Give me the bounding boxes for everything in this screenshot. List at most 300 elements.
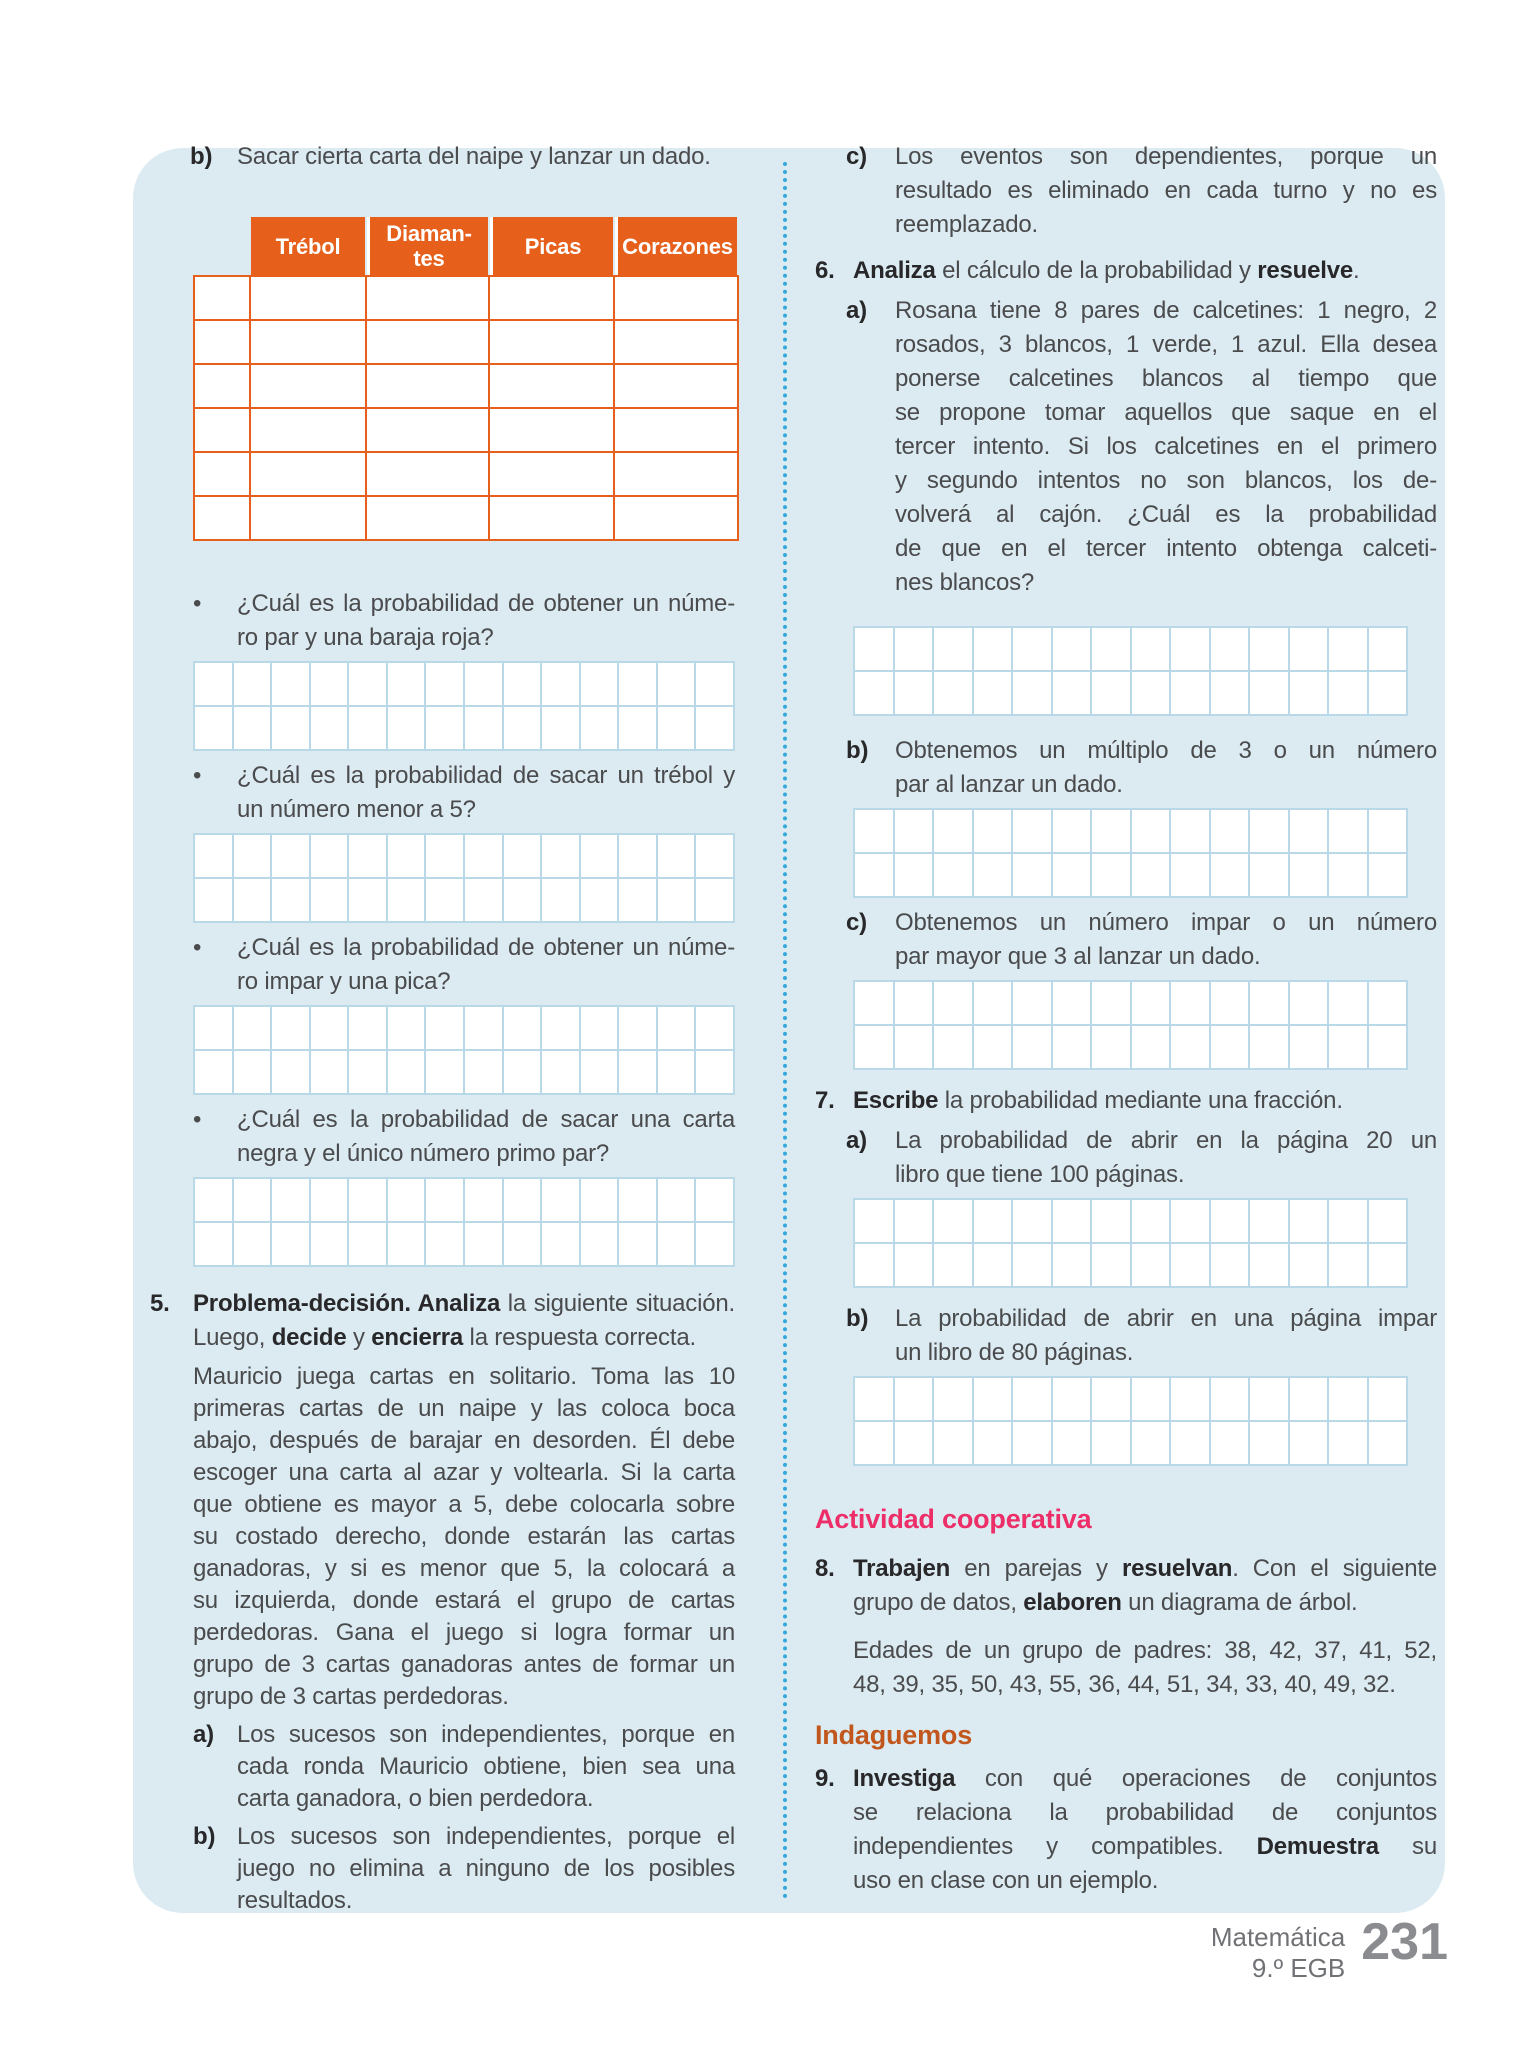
grid-cell [934,628,972,670]
grid-cell [1290,1244,1328,1286]
grid-cell [696,835,733,877]
grid-cell [855,1378,893,1420]
header-picas: Picas [490,217,613,275]
exercise-9: 9. Investiga con qué operaciones de conjuntos se relaciona la probabilidad de conjuntos independientes y compatibles. Demuestra su uso en clase con un ejemplo. [815,1762,1437,1898]
grid-cell [974,854,1012,896]
grid-cell [895,1026,933,1068]
grid-cell [1053,1026,1091,1068]
grid-cell [1250,854,1288,896]
grid-cell [1092,1244,1130,1286]
answer-grid-6a [853,626,1408,716]
grid-cell [1171,1378,1209,1420]
exercise-6c: c) Obtenemos un número impar o un número par mayor que 3 al lanzar un dado. [846,909,1437,970]
grid-cell [367,365,488,407]
grid-cell [1092,672,1130,714]
grid-cell [311,707,348,749]
grid-cell [895,1244,933,1286]
grid-cell [1250,810,1288,852]
grid-cell [388,835,425,877]
grid-cell [1211,1378,1249,1420]
grid-cell [490,365,613,407]
grid-cell [1290,854,1328,896]
grid-cell [619,879,656,921]
exercise-7-number: 7. [815,1087,835,1114]
grid-cell [1211,854,1249,896]
grid-cell [1290,672,1328,714]
grid-cell [1369,1026,1407,1068]
grid-cell [490,497,613,539]
grid-cell [1013,982,1051,1024]
grid-cell [1132,1200,1170,1242]
grid-cell [658,1223,695,1265]
grid-cell [388,1179,425,1221]
grid-cell [504,1179,541,1221]
grid-cell [465,1179,502,1221]
grid-cell [1211,1026,1249,1068]
grid-cell [1211,672,1249,714]
grid-cell [465,879,502,921]
grid-cell [1290,810,1328,852]
grid-cell [1369,1422,1407,1464]
grid-cell [1013,672,1051,714]
exercise-5-paragraph: Mauricio juega cartas en solitario. Toma las 10 primeras cartas de un naipe y las coloca boca abajo, después de barajar en desorden. Él debe escoger una carta al azar y voltearla. Si la carta que obtiene es mayor a 5, debe colocarla sobre su costado derecho, donde estarán las cartas ganadoras, y si es menor que 5, la colocará a su izquierda, donde estará el grupo de cartas perdedoras. Gana el juego si logra formar un grupo de 3 cartas ganadoras antes de formar un grupo de 3 cartas perdedoras. [193,1363,735,1710]
grid-cell [542,1179,579,1221]
item-b [190,140,735,174]
grid-cell [388,879,425,921]
grid-cell [1211,1200,1249,1242]
grid-cell [504,1051,541,1093]
grid-cell [974,628,1012,670]
grid-cell [581,707,618,749]
grid-cell [1369,854,1407,896]
grid-cell [1132,854,1170,896]
grid-cell [619,663,656,705]
grid-cell [542,1007,579,1049]
header-diamantes: Diaman-tes [367,217,488,275]
grid-cell [1013,1026,1051,1068]
grid-cell [1329,982,1367,1024]
grid-cell [234,707,271,749]
grid-cell [542,663,579,705]
grid-cell [195,707,232,749]
grid-cell [1092,1422,1130,1464]
grid-cell [934,1200,972,1242]
grid-cell [1132,628,1170,670]
grid-cell [542,1223,579,1265]
grid-cell [619,1051,656,1093]
grid-cell [388,663,425,705]
grid-cell [311,1223,348,1265]
grid-cell [1211,982,1249,1024]
grid-cell [311,1179,348,1221]
grid-cell [349,1007,386,1049]
grid-cell [234,1179,271,1221]
grid-cell [855,1200,893,1242]
grid-cell [1329,628,1367,670]
grid-cell [1132,1378,1170,1420]
grid-cell [1329,1378,1367,1420]
grid-cell [1171,1200,1209,1242]
grid-cell [490,453,613,495]
grid-cell [1053,810,1091,852]
grid-cell [1053,1200,1091,1242]
grid-cell [895,1422,933,1464]
grid-cell [1132,672,1170,714]
grid-cell [195,1051,232,1093]
grid-cell [855,1026,893,1068]
grid-cell [251,497,365,539]
grid-cell [426,1179,463,1221]
grid-cell [195,365,249,407]
grid-cell [1013,1200,1051,1242]
grid-cell [615,321,737,363]
grid-cell [251,409,365,451]
grid-cell [1053,672,1091,714]
grid-cell [542,879,579,921]
exercise-6b: b) Obtenemos un múltiplo de 3 o un número par al lanzar un dado. [846,737,1437,798]
grid-cell [272,879,309,921]
grid-cell [1092,628,1130,670]
grid-cell [367,409,488,451]
answer-grid-4 [193,1177,735,1267]
grid-cell [658,707,695,749]
grid-cell [195,277,249,319]
grid-cell [388,1223,425,1265]
grid-cell [855,982,893,1024]
grid-cell [855,672,893,714]
item-b-text: Sacar cierta carta del naipe y lanzar un dado. [237,143,711,170]
grid-cell [1092,810,1130,852]
grid-cell [696,879,733,921]
grid-cell [658,879,695,921]
grid-cell [1171,854,1209,896]
grid-cell [1329,672,1367,714]
grid-cell [974,1378,1012,1420]
grid-cell [1329,1200,1367,1242]
grid-cell [696,663,733,705]
grid-cell [195,1223,232,1265]
grid-cell [1369,1244,1407,1286]
grid-cell [974,982,1012,1024]
grid-cell [311,663,348,705]
grid-cell [895,1378,933,1420]
grid-cell [1132,982,1170,1024]
grid-cell [1369,628,1407,670]
grid-cell [1369,1378,1407,1420]
grid-cell [388,707,425,749]
grid-cell [367,497,488,539]
grid-cell [1132,1422,1170,1464]
footer-grade: 9.º EGB [1251,1953,1346,1983]
exercise-6-number: 6. [815,257,835,284]
grid-cell [1369,1200,1407,1242]
cooperative-activity-heading: Actividad cooperativa [815,1504,1092,1534]
grid-cell [1013,1378,1051,1420]
grid-cell [504,879,541,921]
footer-subject: Matemática [1210,1922,1346,1952]
grid-cell [1053,628,1091,670]
grid-cell [349,879,386,921]
grid-cell [855,854,893,896]
exercise-7b: b) La probabilidad de abrir en una página impar un libro de 80 páginas. [846,1305,1437,1366]
grid-cell [619,1007,656,1049]
grid-cell [974,672,1012,714]
grid-cell [1092,982,1130,1024]
grid-cell [1053,1422,1091,1464]
answer-grid-1 [193,661,735,751]
grid-cell [251,321,365,363]
grid-cell [504,1223,541,1265]
grid-cell [311,879,348,921]
grid-cell [1171,1422,1209,1464]
grid-cell [696,1007,733,1049]
grid-cell [1369,810,1407,852]
exercise-5-heading: Problema-decisión. Analiza la siguiente situación. [193,1290,735,1317]
grid-cell [1290,1026,1328,1068]
grid-cell [234,663,271,705]
grid-cell [895,982,933,1024]
grid-cell [234,1223,271,1265]
grid-cell [1250,1244,1288,1286]
grid-cell [1329,854,1367,896]
answer-grid-3 [193,1005,735,1095]
grid-cell [934,810,972,852]
bullet-icon: • [193,934,202,961]
grid-cell [388,1051,425,1093]
grid-cell [619,1223,656,1265]
grid-cell [1053,1244,1091,1286]
grid-cell [1132,810,1170,852]
bullet-question-3: • ¿Cuál es la probabilidad de obtener un núme- ro impar y una pica? [193,931,735,999]
answer-grid-2 [193,833,735,923]
grid-cell [349,835,386,877]
grid-cell [195,1179,232,1221]
grid-cell [504,707,541,749]
grid-cell [658,1179,695,1221]
exercise-7 [815,1084,1437,1118]
grid-cell [349,1179,386,1221]
answer-grid-6b [853,808,1408,898]
grid-cell [1211,810,1249,852]
grid-cell [1329,1026,1367,1068]
grid-cell [1250,982,1288,1024]
grid-cell [696,1179,733,1221]
grid-cell [1171,672,1209,714]
exercise-8-number: 8. [815,1555,835,1582]
bullet-question-2: • ¿Cuál es la probabilidad de sacar un trébol y un número menor a 5? [193,759,735,827]
grid-cell [1369,982,1407,1024]
grid-cell [504,835,541,877]
grid-cell [426,1051,463,1093]
grid-cell [234,1051,271,1093]
grid-cell [465,707,502,749]
grid-cell [895,1200,933,1242]
grid-cell [855,1244,893,1286]
grid-cell [490,321,613,363]
grid-cell [855,1422,893,1464]
grid-cell [195,879,232,921]
grid-cell [542,707,579,749]
grid-cell [234,879,271,921]
grid-cell [1132,1244,1170,1286]
grid-cell [1092,1378,1130,1420]
grid-cell [367,453,488,495]
answer-grid-7b [853,1376,1408,1466]
grid-cell [504,1007,541,1049]
answer-grid-6c [853,980,1408,1070]
grid-cell [195,453,249,495]
grid-cell [1290,982,1328,1024]
grid-cell [1171,982,1209,1024]
grid-cell [974,810,1012,852]
grid-cell [895,628,933,670]
grid-cell [658,663,695,705]
grid-cell [195,409,249,451]
grid-cell [349,1223,386,1265]
indaguemos-heading: Indaguemos [815,1720,973,1750]
exercise-6-heading: Analiza el cálculo de la probabilidad y resuelve. [853,257,1360,284]
exercise-8: 8. Trabajen en parejas y resuelvan. Con el siguiente grupo de datos, elaboren un diagrama de árbol. [815,1552,1437,1620]
exercise-9-number: 9. [815,1765,835,1792]
grid-cell [855,810,893,852]
grid-cell [658,1051,695,1093]
grid-cell [272,1051,309,1093]
grid-cell [1013,1422,1051,1464]
exercise-7a: a) La probabilidad de abrir en la página 20 un libro que tiene 100 páginas. [846,1127,1437,1188]
grid-cell [696,1051,733,1093]
grid-cell [934,854,972,896]
grid-cell [934,1378,972,1420]
grid-cell [465,835,502,877]
grid-cell [1290,1422,1328,1464]
bullet-question-4: • ¿Cuál es la probabilidad de sacar una carta negra y el único número primo par? [193,1103,735,1171]
ages-data-list: Edades de un grupo de padres: 38, 42, 37, 41, 52, 48, 39, 35, 50, 43, 55, 36, 44, 51, 34, 33, 40, 49, 32. [853,1637,1437,1698]
bullet-icon: • [193,1106,202,1133]
grid-cell [195,835,232,877]
grid-cell [542,1051,579,1093]
grid-cell [426,663,463,705]
grid-cell [272,1223,309,1265]
grid-cell [1053,982,1091,1024]
grid-cell [1290,1378,1328,1420]
grid-cell [1171,1026,1209,1068]
exercise-6a: a) Rosana tiene 8 pares de calcetines: 1 negro, 2 rosados, 3 blancos, 1 verde, 1 azul. Ella desea ponerse calcetines blancos al tiempo que se propone tomar aquellos que saque en el tercer intento. Si los calcetines en el primero y segundo intentos no son blancos, los de- volverá al cajón. ¿Cuál es la probabilidad de que en el tercer intento obtenga calceti- nes blancos? [846,297,1437,596]
grid-cell [1171,628,1209,670]
grid-cell [1329,1244,1367,1286]
bullet-question-1: • ¿Cuál es la probabilidad de obtener un núme- ro par y una baraja roja? [193,587,735,655]
grid-cell [272,835,309,877]
grid-cell [934,1026,972,1068]
grid-cell [1013,628,1051,670]
exercise-7-heading: Escribe la probabilidad mediante una fracción. [853,1087,1343,1114]
grid-cell [1250,1026,1288,1068]
grid-cell [234,1007,271,1049]
grid-cell [934,672,972,714]
grid-cell [349,663,386,705]
grid-cell [465,1007,502,1049]
grid-cell [581,1179,618,1221]
grid-cell [1369,672,1407,714]
grid-cell [195,1007,232,1049]
grid-cell [658,835,695,877]
grid-cell [542,835,579,877]
grid-cell [367,277,488,319]
grid-cell [251,453,365,495]
grid-cell [581,1051,618,1093]
grid-cell [974,1026,1012,1068]
grid-cell [426,707,463,749]
grid-cell [504,663,541,705]
grid-cell [1092,854,1130,896]
exercise-5-option-a: a) Los sucesos son independientes, porque en cada ronda Mauricio obtiene, bien sea una carta ganadora, o bien perdedora. [193,1721,735,1812]
grid-cell [1290,628,1328,670]
grid-cell [367,321,488,363]
grid-cell [349,1051,386,1093]
grid-cell [1329,810,1367,852]
grid-cell [251,365,365,407]
grid-cell [195,321,249,363]
grid-cell [1211,1244,1249,1286]
grid-cell [1013,854,1051,896]
grid-cell [615,277,737,319]
grid-cell [465,663,502,705]
grid-cell [426,835,463,877]
grid-cell [895,672,933,714]
grid-cell [974,1422,1012,1464]
grid-cell [195,497,249,539]
grid-cell [311,1051,348,1093]
grid-cell [615,409,737,451]
grid-cell [581,835,618,877]
exercise-5-number: 5. [150,1290,170,1317]
table-corner-cell [195,217,249,275]
grid-cell [349,707,386,749]
exercise-5: 5. Problema-decisión. Analiza la siguiente situación. Luego, decide y encierra la respuesta correcta. [150,1287,735,1355]
suits-table-header [193,215,739,275]
grid-cell [426,1223,463,1265]
grid-cell [1171,1244,1209,1286]
grid-cell [272,1007,309,1049]
suits-table-body [193,275,739,541]
suits-table [193,215,739,541]
grid-cell [1092,1026,1130,1068]
grid-cell [1290,1200,1328,1242]
grid-cell [465,1223,502,1265]
right-column [815,137,1437,1898]
answer-grid-7a [853,1198,1408,1288]
grid-cell [895,854,933,896]
grid-cell [581,1007,618,1049]
grid-cell [388,1007,425,1049]
grid-cell [1053,854,1091,896]
grid-cell [1250,1422,1288,1464]
grid-cell [974,1244,1012,1286]
header-corazones: Corazones [615,217,737,275]
exercise-5-option-b: b) Los sucesos son independientes, porque el juego no elimina a ninguno de los posibles resultados. [193,1823,735,1914]
page-footer [1210,1913,1448,1984]
grid-cell [1053,1378,1091,1420]
grid-cell [1013,810,1051,852]
item-c-answer: c) Los eventos son dependientes, porque un resultado es eliminado en cada turno y no es reemplazado. [846,143,1437,238]
grid-cell [581,663,618,705]
grid-cell [658,1007,695,1049]
grid-cell [426,879,463,921]
grid-cell [619,1179,656,1221]
grid-cell [1171,810,1209,852]
grid-cell [696,707,733,749]
grid-cell [234,835,271,877]
grid-cell [1250,628,1288,670]
